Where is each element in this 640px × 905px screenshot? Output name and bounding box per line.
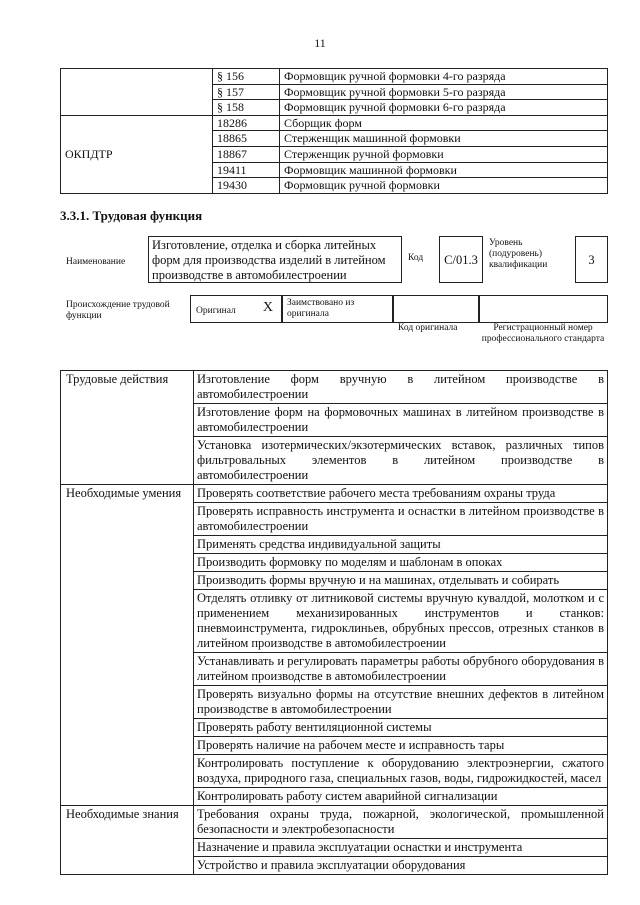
- category-cell: [61, 755, 194, 788]
- list-item: Контролировать поступление к оборудованию электроэнергии, сжатого воздуха, природного газа, специальных газов, воды, гидрожидкостей, масел: [194, 755, 608, 788]
- table-row: [61, 857, 608, 875]
- table-row: [61, 437, 608, 485]
- category-cell: [61, 554, 194, 572]
- table-row: [61, 572, 608, 590]
- original-mark: X: [262, 300, 273, 315]
- list-item: Применять средства индивидуальной защиты: [194, 536, 608, 554]
- list-item: Устанавливать и регулировать параметры работы обрубного оборудования в литейном производстве в автомобилестроении: [194, 653, 608, 686]
- okpdtr-code: 19411: [213, 162, 280, 178]
- list-item: Проверять наличие на рабочем месте и исправность тары: [194, 737, 608, 755]
- okpdtr-name: Формовщик машинной формовки: [280, 162, 608, 178]
- reg-number-caption: Регистрационный номер профессионального стандарта: [481, 323, 605, 344]
- code-original-caption: Код оригинала: [398, 323, 458, 333]
- okpdtr-name: Формовщик ручной формовки: [280, 178, 608, 194]
- list-item: Требования охраны труда, пожарной, экологической, промышленной безопасности и электробезопасности: [194, 806, 608, 839]
- list-item: Назначение и правила эксплуатации оснастки и инструмента: [194, 839, 608, 857]
- table-row: [61, 503, 608, 536]
- list-item: Проверять исправность инструмента и оснастки в литейном производстве в автомобилестроении: [194, 503, 608, 536]
- category-cell: [61, 857, 194, 875]
- table-row: [61, 686, 608, 719]
- qualification-level-label: Уровень (подуровень) квалификации: [489, 238, 548, 270]
- original-label: Оригинал: [196, 306, 236, 316]
- list-item: Отделять отливку от литниковой системы вручную кувалдой, молотком и с применением механизированных инструментов и станков: пневмоинструмента, гидроклиньев, обрубных прессов, отрезных станков в литейном производстве в автомобилестроении: [194, 590, 608, 653]
- section-title: 3.3.1. Трудовая функция: [60, 208, 203, 223]
- function-code-value: С/01.3: [439, 236, 483, 283]
- list-item: Устройство и правила эксплуатации оборудования: [194, 857, 608, 875]
- table-row: [61, 653, 608, 686]
- category-cell: [61, 737, 194, 755]
- table-row: [61, 115, 608, 131]
- reg-number-cell: [479, 295, 608, 323]
- okpdtr-code: 18286: [213, 115, 280, 131]
- list-item: Проверять визуально формы на отсутствие внешних дефектов в литейном производстве в автомобилестроении: [194, 686, 608, 719]
- category-cell: [61, 653, 194, 686]
- table-row: [61, 806, 608, 839]
- table-row: [61, 69, 608, 85]
- okpdtr-table: [60, 68, 608, 194]
- table-row: [61, 788, 608, 806]
- list-item: Изготовление форм на формовочных машинах в литейном производстве в автомобилестроении: [194, 404, 608, 437]
- list-item: Изготовление форм вручную в литейном производстве в автомобилестроении: [194, 371, 608, 404]
- borrowed-cell: [282, 295, 393, 323]
- category-cell: Трудовые действия: [61, 371, 194, 404]
- labor-function-table: [60, 370, 608, 875]
- okpdtr-code: 18867: [213, 146, 280, 162]
- okpdtr-name: Стерженщик машинной формовки: [280, 131, 608, 147]
- okpdtr-group-label: ОКПДТР: [61, 115, 213, 193]
- okpdtr-name: Сборщик форм: [280, 115, 608, 131]
- origin-label: Происхождение трудовой функции: [66, 300, 170, 321]
- category-cell: [61, 719, 194, 737]
- borrowed-label: Заимствовано из оригинала: [287, 298, 355, 319]
- category-cell: [61, 572, 194, 590]
- okpdtr-code: § 157: [213, 84, 280, 100]
- table-row: [61, 371, 608, 404]
- qualification-level-value: 3: [575, 236, 608, 283]
- list-item: Проверять работу вентиляционной системы: [194, 719, 608, 737]
- category-cell: [61, 536, 194, 554]
- function-name-value: Изготовление, отделка и сборка литейных форм для производства изделий в литейном производстве в автомобилестроении: [148, 236, 402, 283]
- list-item: Проверять соответствие рабочего места требованиям охраны труда: [194, 485, 608, 503]
- list-item: Контролировать работу систем аварийной сигнализации: [194, 788, 608, 806]
- okpdtr-name: Формовщик ручной формовки 4-го разряда: [280, 69, 608, 85]
- category-cell: [61, 503, 194, 536]
- okpdtr-name: Стерженщик ручной формовки: [280, 146, 608, 162]
- category-cell: [61, 788, 194, 806]
- list-item: Установка изотермических/экзотермических вставок, различных типов фильтровальных элементов в литейном производстве в автомобилестроении: [194, 437, 608, 485]
- table-row: [61, 404, 608, 437]
- list-item: Производить формовку по моделям и шаблонам в опоках: [194, 554, 608, 572]
- okpdtr-code: 19430: [213, 178, 280, 194]
- table-row: [61, 536, 608, 554]
- category-cell: [61, 590, 194, 653]
- okpdtr-code: 18865: [213, 131, 280, 147]
- category-cell: [61, 437, 194, 485]
- table-row: [61, 485, 608, 503]
- table-row: [61, 755, 608, 788]
- name-label: Наименование: [66, 257, 126, 267]
- okpdtr-name: Формовщик ручной формовки 6-го разряда: [280, 100, 608, 116]
- table-row: [61, 737, 608, 755]
- category-cell: Необходимые умения: [61, 485, 194, 503]
- table-row: [61, 839, 608, 857]
- category-cell: [61, 404, 194, 437]
- code-original-cell: [393, 295, 479, 323]
- table-row: [61, 554, 608, 572]
- table-row: [61, 719, 608, 737]
- page-number: 11: [314, 36, 326, 50]
- list-item: Производить формы вручную и на машинах, отделывать и собирать: [194, 572, 608, 590]
- category-cell: Необходимые знания: [61, 806, 194, 839]
- category-cell: [61, 686, 194, 719]
- okpdtr-code: § 158: [213, 100, 280, 116]
- code-label: Код: [408, 253, 424, 263]
- category-cell: [61, 839, 194, 857]
- original-cell: [190, 295, 282, 323]
- table-row: [61, 590, 608, 653]
- okpdtr-name: Формовщик ручной формовки 5-го разряда: [280, 84, 608, 100]
- okpdtr-blank-cell: [61, 69, 213, 116]
- okpdtr-code: § 156: [213, 69, 280, 85]
